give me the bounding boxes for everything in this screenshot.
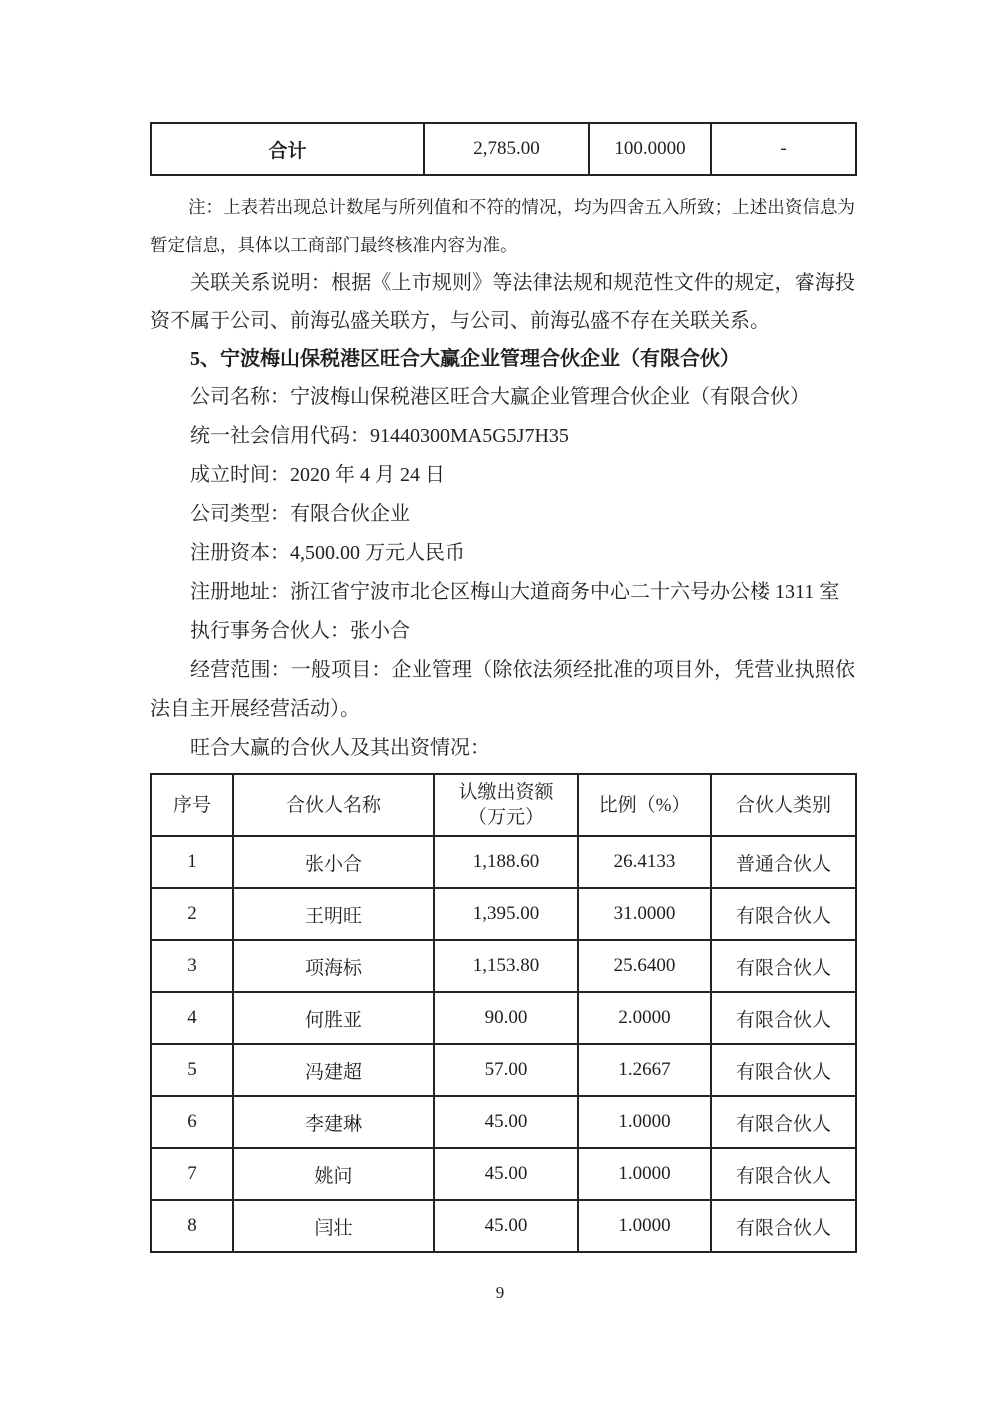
partner-table-body [151,836,856,1252]
cell-partner-type: 有限合伙人 [711,1148,856,1200]
company-info-line: 公司名称：宁波梅山保税港区旺合大赢企业管理合伙企业（有限合伙） [190,386,810,408]
cell-subscribed-amount: 1,153.80 [434,940,578,992]
partner-table [150,773,857,1253]
cell-seq: 4 [151,992,233,1044]
total-label-cell: 合计 [151,123,424,175]
cell-seq: 2 [151,888,233,940]
company-info-line: 执行事务合伙人：张小合 [190,620,410,642]
table-header-row [151,774,856,836]
total-row [151,123,856,175]
cell-seq: 1 [151,836,233,888]
table-row [151,992,856,1044]
cell-ratio: 2.0000 [578,992,711,1044]
page-number: 9 [495,1283,505,1302]
total-ratio-cell: 100.0000 [589,123,711,175]
rounding-note-paragraph: 注：上表若出现总计数尾与所列值和不符的情况，均为四舍五入所致；上述出资信息为暂定信息，具体以工商部门最终核准内容为准。 [150,197,855,255]
cell-subscribed-amount: 45.00 [434,1200,578,1252]
header-ratio: 比例（%） [578,774,711,836]
cell-ratio: 1.0000 [578,1200,711,1252]
cell-partner-type: 有限合伙人 [711,888,856,940]
cell-partner-name: 冯建超 [233,1044,434,1096]
cell-partner-type: 有限合伙人 [711,992,856,1044]
cell-partner-name: 闫壮 [233,1200,434,1252]
total-category-cell: - [711,123,856,175]
total-amount-cell: 2,785.00 [424,123,589,175]
company-info-list [150,378,855,768]
company-info-line: 旺合大赢的合伙人及其出资情况： [190,737,490,759]
header-partner-name: 合伙人名称 [233,774,434,836]
company-info-line: 经营范围：一般项目：企业管理（除依法须经批准的项目外，凭营业执照依法自主开展经营活动）。 [150,659,855,720]
section-heading: 5、宁波梅山保税港区旺合大赢企业管理合伙企业（有限合伙） [190,348,740,370]
company-info-line: 统一社会信用代码：91440300MA5G5J7H35 [190,425,569,447]
cell-partner-type: 普通合伙人 [711,836,856,888]
header-subscribed-amount: 认缴出资额 （万元） [434,774,578,836]
cell-subscribed-amount: 57.00 [434,1044,578,1096]
cell-seq: 7 [151,1148,233,1200]
cell-seq: 3 [151,940,233,992]
cell-seq: 5 [151,1044,233,1096]
table-row [151,836,856,888]
cell-subscribed-amount: 1,395.00 [434,888,578,940]
company-info-line: 注册资本：4,500.00 万元人民币 [190,542,465,564]
cell-partner-name: 项海标 [233,940,434,992]
cell-partner-name: 李建琳 [233,1096,434,1148]
header-seq: 序号 [151,774,233,836]
cell-partner-name: 何胜亚 [233,992,434,1044]
page-content [150,122,855,1253]
table-row [151,1200,856,1252]
cell-seq: 8 [151,1200,233,1252]
cell-seq: 6 [151,1096,233,1148]
cell-ratio: 1.2667 [578,1044,711,1096]
cell-ratio: 1.0000 [578,1148,711,1200]
cell-ratio: 26.4133 [578,836,711,888]
cell-partner-name: 姚问 [233,1148,434,1200]
cell-partner-type: 有限合伙人 [711,1200,856,1252]
cell-subscribed-amount: 45.00 [434,1148,578,1200]
company-info-line: 注册地址：浙江省宁波市北仑区梅山大道商务中心二十六号办公楼 1311 室 [190,581,840,603]
table-row [151,888,856,940]
header-partner-type: 合伙人类别 [711,774,856,836]
cell-partner-type: 有限合伙人 [711,1096,856,1148]
cell-ratio: 25.6400 [578,940,711,992]
summary-table [150,122,857,176]
table-row [151,1148,856,1200]
company-info-line: 公司类型：有限合伙企业 [190,503,410,525]
cell-partner-name: 张小合 [233,836,434,888]
company-info-line: 成立时间：2020 年 4 月 24 日 [190,464,445,486]
relation-note-paragraph: 关联关系说明：根据《上市规则》等法律法规和规范性文件的规定，睿海投资不属于公司、前海弘盛关联方，与公司、前海弘盛不存在关联关系。 [150,272,855,332]
cell-subscribed-amount: 1,188.60 [434,836,578,888]
cell-subscribed-amount: 45.00 [434,1096,578,1148]
cell-ratio: 31.0000 [578,888,711,940]
cell-partner-type: 有限合伙人 [711,1044,856,1096]
cell-partner-type: 有限合伙人 [711,940,856,992]
table-row [151,1044,856,1096]
cell-ratio: 1.0000 [578,1096,711,1148]
table-row [151,1096,856,1148]
cell-partner-name: 王明旺 [233,888,434,940]
cell-subscribed-amount: 90.00 [434,992,578,1044]
table-row [151,940,856,992]
